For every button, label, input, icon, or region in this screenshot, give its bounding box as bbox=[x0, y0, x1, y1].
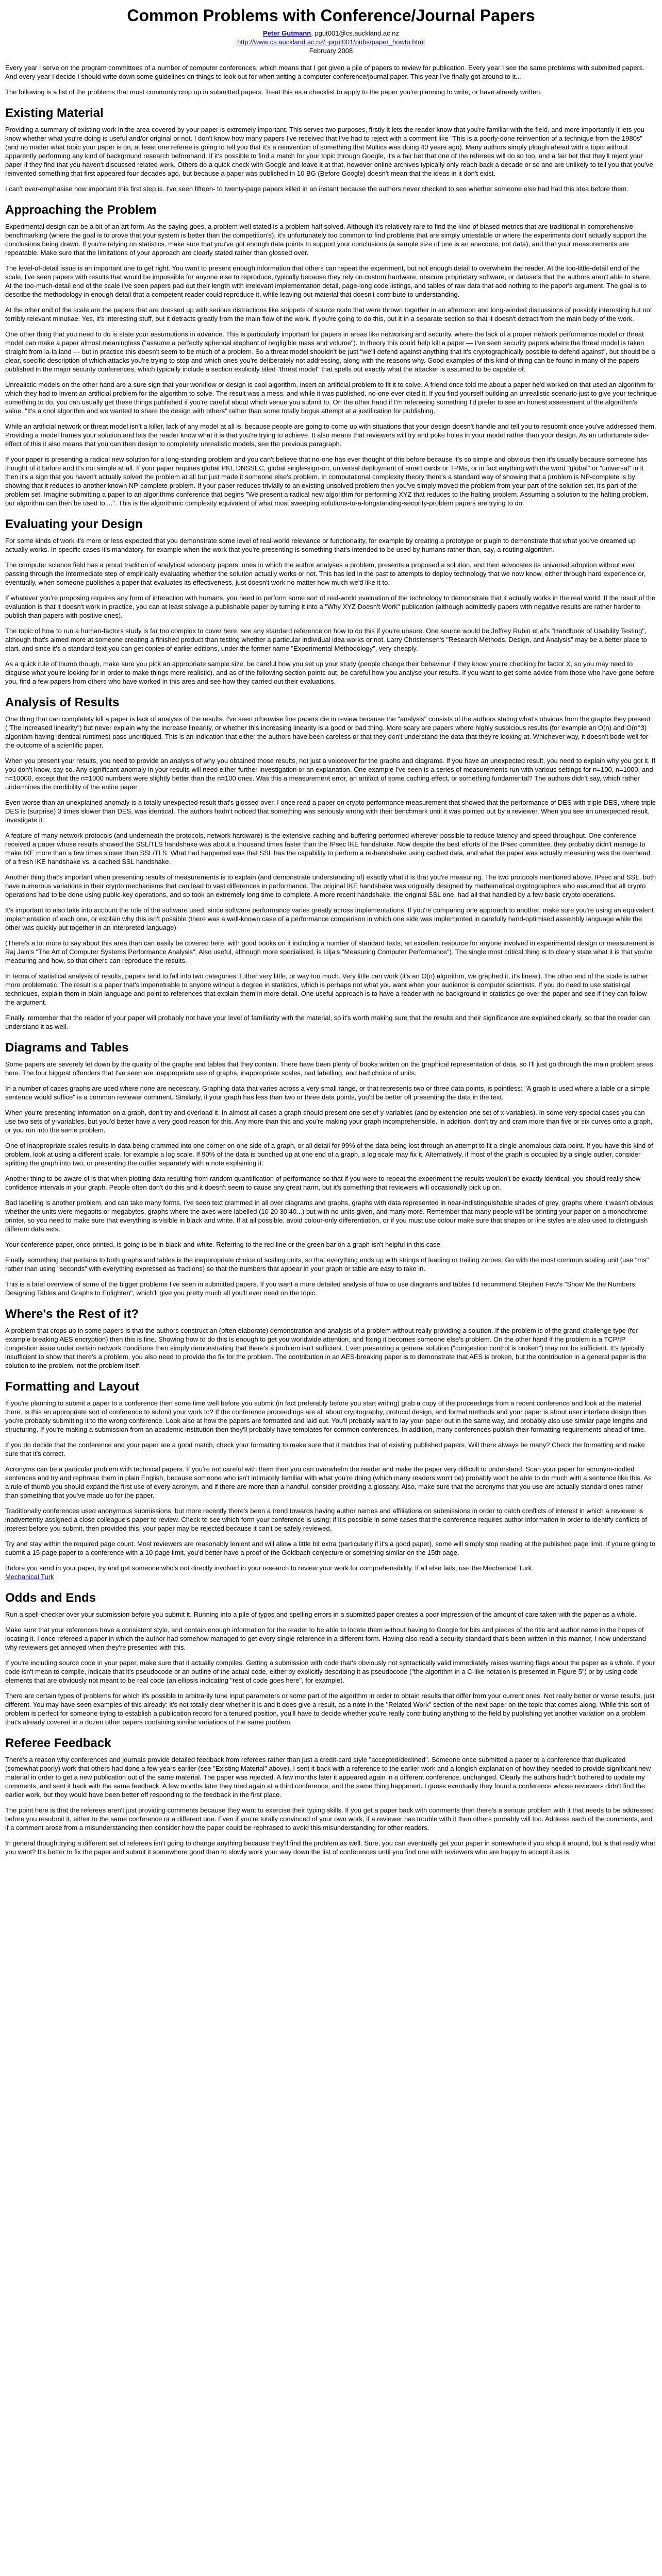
section-paragraph: Providing a summary of existing work in the area covered by your paper is extremely important. This serves two purposes, firstly it lets the reader know that you're familiar with the field, and more importantly it lets you know whether what you're doing is useful and/or original or not. I don't know how many papers I've received that I've had to reject with a comment like "This is a poorly-done reinvention of a technique from the 1980s" (and no matter what topic your paper is on, at least one referee is going to tell you that it's a reinvention of something that Multics was doing 40 years ago). Many authors simply plough ahead with a topic without apparently performing any kind of background research beforehand. If it's possible to find a match for your topic through Google, it's a fair bet that one of the referees will do so too, and a fair bet that they'll reject your paper if they find that you haven't discussed related work. Others do a quick check with Google and leave it at that, however online archives typically only reach back a decade or so and are unlikely to tell you that you've reinvented something that first appeared four decades ago, but because a paper was published in 10 BG (Before Google) doesn't mean that the ideas in it don't exist. bbox=[5, 126, 653, 177]
author-email: pgut001@cs.auckland.ac.nz bbox=[315, 29, 399, 37]
date-line: February 2008 bbox=[309, 47, 353, 55]
intro-paragraph: Every year I serve on the program committees of a number of computer conferences, which means that I get given a pile of papers to review for publication. Every year I see the same problems with submitted papers. And every year I decide I should write down some guidelines on things to look out for when writing a computer conference/journal paper. This year I've finally got around to it... bbox=[5, 64, 644, 80]
section-heading: Where's the Rest of it? bbox=[5, 1307, 139, 1321]
section-paragraph: Make sure that your references have a consistent style, and contain enough information for the reader to be able to locate them without having to Google for bits and pieces of the title and author name in the hopes of locating it. I once refereed a paper in which the author had somehow managed to get every single reference in a different form. Having also read a security standard that's been written in this manner, I now understand why reviewers get annoyed when they're presented with this. bbox=[5, 1626, 647, 1651]
section-paragraph: The level-of-detail issue is an important one to get right. You want to present enough information that others can repeat the experiment, but not enough detail to overwhelm the reader. At the too-little-detail end of the scale, I've seen papers with results that would be impossible for anyone else to reproduce, typically because they rely on custom hardware, obscure proprietary software, or datasets that the authors aren't able to share. At the too-much-detail end of the scale I've seen papers pad out their length with irrelevant implementation detail, page-long code listings, and tables of raw data that add nothing to the paper's argument. The goal is to describe the methodology in enough detail that a competent reader could reproduce it, while leaving out material that doesn't contribute to understanding. bbox=[5, 264, 651, 298]
section-evaluating-your-design bbox=[5, 517, 657, 686]
formatting-closing-text: Before you send in your paper, try and get someone who's not directly involved in your research to review your work for comprehensibility. If all else fails, use the Mechanical Turk. bbox=[5, 1564, 534, 1572]
section-analysis-of-results bbox=[5, 695, 657, 1031]
section-odds-and-ends bbox=[5, 1590, 657, 1726]
section-heading: Referee Feedback bbox=[5, 1736, 111, 1750]
section-paragraph: The topic of how to run a human-factors study is far too complex to cover here, see any standard reference on how to do this if you're unsure. One source would be Jeffrey Rubin et al's "Handbook of Usability Testing", although that's aimed more at someone creating a finished product than testing whether a particular individual idea works or not. Larry Christensen's "Research Methods, Design, and Analysis" may be a better place to start, and since it's a standard text you can get copies of earlier editions, under the former name "Experimental Methodology", very cheaply. bbox=[5, 627, 647, 652]
section-heading: Diagrams and Tables bbox=[5, 1041, 129, 1055]
section-paragraph: In general though trying a different set of referees isn't going to change anything because they'll find the problem as well. Sure, you can eventually get your paper in somewhere if you shop it around, but is that really what you want? It's better to fix the paper and submit it somewhere good than to slowly work your way down the list of conferences until you find one with reviewers who are happy to accept it as is. bbox=[5, 1839, 655, 1856]
section-paragraph: As a quick rule of thumb though, make sure you pick an appropriate sample size, be careful how you set up your study (people change their behaviour if they know you're checking for factor X, so you may need to disguise what you're looking for in order to make things more realistic), and as of the following section points out, be careful how you analyse your results. If you want to get some advice from those who have gone before you, find a few papers from others who have worked in this area and see how they carried out their evaluations. bbox=[5, 660, 655, 685]
section-paragraph: Finally, something that pertains to both graphs and tables is the inappropriate choice of scaling units, so that everything ends up with strings of leading or trailing zeroes. Go with the most common scaling unit (use "ms" rather than using "seconds" with everything expressed as fractions) so that the numbers that appear in your graph or table are easy to take in. bbox=[5, 1256, 649, 1273]
section-paragraph: When you're presenting information on a graph, don't try and overload it. In almost all cases a graph should present one set of y-variables (and by extension one set of x-variables). In some very special cases you can use two sets of y-variables, but you'd better have a very good reason for this. Any more than this and you're making your graph incomprehensible. In addition, don't try and cram more than five or six curves onto a graph, or you run into the same problem. bbox=[5, 1109, 653, 1134]
section-paragraph: If you're including source code in your paper, make sure that it actually compiles. Getting a submission with code that's obviously not syntactically valid immediately raises warning flags about the paper as a whole. If your code isn't mean to compile, indicate that it's pseudocode or an outline of the actual code, either by explicitly describing it as pseudocode ("the algorithm in a C-like notation is presented in Figure 5") or by using code elements that are obviously not meant to be real code (an ellipsis indicating "rest of code goes here", for example). bbox=[5, 1659, 655, 1684]
section-paragraph: A problem that crops up in some papers is that the authors construct an (often elaborate) demonstration and analysis of a problem without really providing a solution. If the problem is of the grand-challenge type (for example breaking AES encryption) then this is fine. Showing how to do this is enough to get you worldwide attention, and fixing it becomes someone else's problem. On the other hand if the problem is a TCP/IP congestion issue under certain network conditions then simply demonstrating that there's a problem isn't sufficient. Even presenting a general solution ("congestion control is broken") may not be sufficient. It's typically insufficient to show that there's a problem, you also need to provide the fix for the problem. The contribution in an AES-breaking paper is to demonstrate that AES is broken, but the contribution in a general paper is the solution to the problem, not the problem itself. bbox=[5, 1327, 647, 1369]
section-paragraph: Experimental design can be a bit of an art form. As the saying goes, a problem well stated is a problem half solved. Although it's relatively rare to find the kind of biased metrics that are traditional in comprehensive benchmarking (where the goal is to prove that your system is better than the competition's), it's unfortunately too common to find problems that are simply untestable or where the experiments don't actually support the conclusions being drawn. If you're relying on statistics, make sure that you've got enough data points to support your conclusions (a sample size of one is an anecdote, not data), and that your measurements are repeatable. Make sure that the limitations of your approach are clearly stated rather than glossed over. bbox=[5, 223, 647, 257]
section-referee-feedback bbox=[5, 1736, 657, 1856]
section-paragraph: There's a reason why conferences and journals provide detailed feedback from referees rather than just a credit-card style "accepted/declined". Someone once submitted a paper to a conference that duplicated (somewhat poorly) work that others had done a few years earlier (see "Existing Material" above). I sent it back with a reference to the earlier work and a longish explanation of how they needed to provide significant new material in order to get a new publication out of the same material. The paper was rejected. A few months later it appeared again in a different conference, unchanged. Clearly the authors hadn't bothered to update my comments, and sent it back with the same feedback. A few months later they tried again at a third conference, and the same thing happened. I guess eventually they found a conference whose reviewers didn't find the earlier work, but they would have been better off responding to the feedback in the first place. bbox=[5, 1756, 651, 1799]
author-link[interactable]: Peter Gutmann bbox=[263, 29, 311, 37]
section-paragraph: Another thing that's important when presenting results of measurements is to explain (and demonstrate understanding of) exactly what it is that you're measuring. The two protocols mentioned above, IPsec and SSL, both have numerous variations in their crypto mechanisms that can lead to vast differences in performance. The original IKE handshake was originally designed by mathematical cryptographers who assumed that all crypto operations had to be done using public-key operations, and so took an extremely long time to complete. A more recent handshake, the original SSL one, had all that handled by a few basic crypto operations. bbox=[5, 873, 656, 899]
section-heading: Analysis of Results bbox=[5, 696, 120, 709]
section-paragraph: If whatever you're proposing requires any form of interaction with humans, you need to perform some sort of real-world evaluation of the technology to demonstrate that it actually works in the real world. If the result of the evaluation is that it doesn't work in practice, you can at least salvage a publishable paper by turning it into a "Why XYZ Doesn't Work" publication (although admittedly papers with negative results are rather harder to publish than papers with positive ones). bbox=[5, 594, 656, 619]
section-paragraph: One thing that can completely kill a paper is lack of analysis of the results. I've seen otherwise fine papers die in review because the "analysis" consists of the authors stating what's obvious from the graphs they present ("The increased linearity") but never explain why the increase linearity, or whether this increasing linearity is a good or bad thing. More scary are papers where highly suspicious results (for example an O(n) and O(n^3) algorithm having identical runtimes) pass uncritiqued. This is an indication that either the authors have been careless or that they don't understand the data that they're looking at. Whichever way, it doesn't bode well for the outcome of a scientific paper. bbox=[5, 715, 651, 749]
section-approaching-the-problem bbox=[5, 202, 657, 507]
section-heading: Evaluating your Design bbox=[5, 517, 143, 531]
mechanical-turk-line bbox=[5, 1572, 657, 1581]
section-paragraph: If you do decide that the conference and your paper are a good match, check your formatting to make sure that it matches that of existing published papers. Will there always be many? Check the formatting and make sure that it's correct. bbox=[5, 1441, 645, 1458]
section-paragraph: There are certain types of problems for which it's possible to arbitrarily tune input parameters or some part of the algorithm in order to obtain results that differ from your current ones. Not really better or worse results, just different. You may have seen examples of this already: it's not totally clear whether it is and it does give a result, as a note in the "Related Work" section of the next paper on the topic that comes along. While this sort of problem is perfect for someone trying to establish a publication record for a tenured position, you'll have to decide whether you're really contributing anything to the field by publishing yet another variation on a problem that's already covered in a dozen other papers containing similar variations of the same problem. bbox=[5, 1692, 655, 1726]
section-paragraph: In a number of cases graphs are used where none are necessary. Graphing data that varies across a very small range, or that represents two or three data points, is pointless: "A graph is used where a table or a simple sentence would suffice" is a common reviewer comment. Similarly, if your graph has less than two or three data points, you'd be better off presenting the data in the text. bbox=[5, 1084, 650, 1101]
section-heading: Approaching the Problem bbox=[5, 203, 157, 217]
paper-url-link[interactable]: http://www.cs.auckland.ac.nz/~pgut001/pubs/paper_howto.html bbox=[237, 38, 425, 46]
author-block bbox=[5, 29, 657, 55]
mechanical-turk-link[interactable]: Mechanical Turk bbox=[5, 1573, 54, 1581]
section-paragraph: Another thing to be aware of is that when plotting data resulting from random quantification of performance so that if you were to repeat the experiment the results wouldn't be exactly identical, you should really show confidence intervals in your graph. People often don't do this and it doesn't seem to cause any great harm, but it's something that reviewers will occasionally pick up on. bbox=[5, 1175, 641, 1191]
section-paragraph: For some kinds of work it's more or less expected that you demonstrate some level of real-world relevance or functionality, for example by creating a prototype or plugin to demonstrate that what you've dreamed up actually works. In specific cases it's mandatory, for example when the work that you're presenting is something that's intended to be used by humans rather than, say, a routing algorithm. bbox=[5, 537, 636, 553]
section-diagrams-and-tables bbox=[5, 1040, 657, 1297]
section-paragraph: Your conference paper, once printed, is going to be in black-and-white. Referring to the red line or the green bar on a graph isn't helpful in this case. bbox=[5, 1241, 442, 1248]
section-paragraph: If your paper is presenting a radical new solution for a long-standing problem and you can't believe that no-one has ever thought of this before because it's so simple and obvious then it's usually because someone has thought of it before and it's not simple at all. If your paper requires global PKI, DNSSEC, global single-sign-on, universal deployment of smart cards or TPMs, or in fact anything with the word "global" or "universal" in it then it's a sign that you haven't actually solved the problem at all but just made it someone else's problem. In computational complexity theory there's a standard way of showing that a problem is NP-complete is by showing that it reduces to another known NP-complete problem. If your paper reduces trivially to an existing unsolved problem then you've simply moved the problem from your part of the solution set, it's part of the problem set. Imagine submitting a paper to an algorithms conference that begins "We present a radical new algorithm for performing XYZ that reduces to the halting problem. Assuming a solution to the halting problem, our algorithm can then be used to ...". This is the algorithmic complexity equivalent of what most sweeping solutions-to-a-longstanding-security-problem papers are trying to do. bbox=[5, 455, 649, 507]
section-paragraph bbox=[5, 1564, 657, 1572]
section-paragraph: If you're planning to submit a paper to a conference then some time well before you submit (in fact preferably before you start writing) grab a copy of the proceedings from a recent conference and look at the material there. Is this an appropriate sort of conference to submit your work to? If the conference proceedings are all about cryptography, protocol design, and formal methods and your paper is about user interface design then you're probably submitting it to the wrong conference. Look also at how the papers are formatted and laid out. You'll probably want to lay your paper out in the same way, and probably also use similar page lengths and structuring. If you're making a submission from an academic institution then they'll probably have templates for common conferences. In addition, many conferences publish their formatting requirements ahead of time. bbox=[5, 1399, 648, 1433]
section-paragraph: One other thing that you need to do is state your assumptions in advance. This is particularly important for papers in areas like networking and security, where the lack of a proper network performance model or threat model can make a paper almost meaningless ("assume a perfectly spherical elephant of negligible mass and volume"). In theory this could help kill a paper — I've seen security papers where the threat model is taken straight from la-la land — but in practice this doesn't seem to be much of a problem. So a threat model shouldn't be just "we'll defend against anything that it's cryptographically possible to defend against", but should be a clear, specific description of which attacks you're trying to stop and which ones you're deliberately not addressing, along with the reasons why. Good examples of this kind of thing can be found in many of the papers published in the major security conferences, which typically include a section explicitly titled "threat model" that spells out exactly what the attacker is assumed to be capable of. bbox=[5, 330, 655, 373]
section-paragraph: Run a spell-checker over your submission before you submit it. Running into a pile of typos and spelling errors in a submitted paper creates a poor impression of the amount of care taken with the paper as a whole. bbox=[5, 1611, 637, 1618]
section-formatting-and-layout bbox=[5, 1379, 657, 1581]
section-paragraph: At the other end of the scale are the papers that are dressed up with serious distractions like snippets of source code that were thrown together in an afternoon and long-winded discussions of possibly interesting but not terribly relevant minutiae. Yes, it's interesting stuff, but it detracts greatly from the main flow of the work. If you're going to do this, put it in a separate section so that it doesn't detract from the main body of the work. bbox=[5, 306, 652, 323]
section-paragraph: Even worse than an unexplained anomaly is a totally unexpected result that's glossed over. I once read a paper on crypto performance measurement that showed that the performance of DES with triple DES, where triple DES is (surprise) 3 times slower than DES, was identical. The authors hadn't noticed that something was seriously wrong with their benchmark until it was pointed out by a reviewer. When you see an unexpected result, investigate it. bbox=[5, 799, 656, 824]
section-paragraph: A feature of many network protocols (and underneath the protocols, network hardware) is the extensive caching and buffering performed wherever possible to reduce latency and speed throughput. One conference received a paper whose results showed the SSL/TLS handshake was about a thousand times faster than the IPsec IKE handshake. Now despite the best efforts of the IPsec committee, they probably didn't manage to make IKE more than a few times slower than SSL/TLS. What had happened was that SSL has the capability to perform a re-handshake using cached data, and what the paper was actually measuring was the overhead of a fresh IKE handshake vs. a cached SSL handshake. bbox=[5, 832, 651, 866]
section-wheres-the-rest bbox=[5, 1307, 657, 1370]
section-existing-material bbox=[5, 106, 657, 193]
section-paragraph: One of inappropriate scales results in data being crammed into one corner on one side of a graph, or all detail for 99% of the data being lost through an attempt to fit a single anomalous data point. If you have this kind of problem, look at using a different scale, for example a log scale. If 90% of the data is bunched up at one end of a graph, a log scale may fix it. Alternatively, if most of the graph is occupied by a single outlier, consider splitting the graph into two, or presenting the outlier separately with a note explaining it. bbox=[5, 1142, 653, 1167]
section-paragraph: Acronyms can be a particular problem with technical papers. If you're not careful with them then you can overwhelm the reader and make the paper very difficult to understand. Scan your paper for acronym-riddled sentences and try and rephrase them in plain English, because someone who isn't intimately familiar with what you're doing (which many readers won't be) probably won't be able to do much with a sentence like this. As a rule of thumb you should expand the first use of every acronym, and if there are more than a handful, consider providing a glossary. Also, make sure that the acronyms that you use are actually standard ones rather than something that you've made up for the paper. bbox=[5, 1465, 652, 1499]
section-paragraph: Some papers are severely let down by the quality of the graphs and tables that they contain. There have been plenty of books written on the graphical representation of data, so I'll just go through the main problem areas here. The four biggest offenders that I've seen are inappropriate use of graphs, inappropriate scales, bad labelling, and bad choice of units. bbox=[5, 1060, 653, 1077]
section-paragraph: Finally, remember that the reader of your paper will probably not have your level of familiarity with the material, so it's worth making sure that the results and their significance are explained clearly, so that the reader can understand it as well. bbox=[5, 1014, 650, 1030]
intro-paragraph: The following is a list of the problems that most commonly crop up in submitted papers. Treat this as a checklist to apply to the paper you're planning to write, or have already written. bbox=[5, 88, 542, 96]
page-title: Common Problems with Conference/Journal Papers bbox=[127, 6, 535, 25]
url-line bbox=[5, 38, 657, 46]
section-paragraph: This is a brief overview of some of the bigger problems I've seen in submitted papers. If you want a more detailed analysis of how to use diagrams and tables I'd recommend Stephen Few's "Show Me the Numbers: Designing Tables and Graphs to Enlighten", which'll give you pretty much all you'll ever need on the topic. bbox=[5, 1280, 637, 1297]
section-paragraph: When you present your results, you need to provide an analysis of why you obtained those results, not just a voiceover for the graphs and diagrams. If you have an unexpected result, you need to explain why you got it. If you don't know, say so. Any significant anomaly in your results will need either further investigation or an explanation. One example I've seen is a series of measurements run with various settings for n=100, n=1000, and n=10000, except that the n=1000 numbers were slightly better than the n=100 ones. Was this a measurement error, an artifact of some caching effect, or something fundamental? The authors didn't say, which rather undermines the credibility of the entire paper. bbox=[5, 757, 656, 791]
section-paragraph: Bad labelling is another problem, and can take many forms. I've seen text crammed in all over diagrams and graphs, graphs with data represented in near-indistinguishable shades of grey, graphs where it wasn't obvious whether the units were megabits or megabytes, graphs where the axes were labelled (10 20 30 40...) but with no units given, and many more. Remember that many people will be printing your paper on a monochrome printer, so you need to make sure that everything is visible in black and white. If at all possible, avoid colour-only differentiation, or if you must use colour make sure that shapes or line styles are also used to distinguish different data sets. bbox=[5, 1199, 654, 1233]
section-paragraph: (There's a lot more to say about this area than can easily be covered here, with good books on it including a number of standard texts; an excellent resource for anyone involved in experimental design or measurement is Raj Jain's "The Art of Computer Systems Performance Analysis". Also useful, although more specialised, is Lilja's "Measuring Computer Performance"). The single most critical thing is to clearly state what it is that you're measuring and how, so that others can reproduce the results. bbox=[5, 939, 655, 964]
intro-section bbox=[5, 63, 657, 96]
section-paragraph: The computer science field has a proud tradition of analytical advocacy papers, ones in which the author analyses a problem, presents a proposed a solution, and then advocates its universal adoption without ever passing through the intermediate step of empirically evaluating whether the solution actually works or not. This has led in the past to attempts to deploy technology that we now know, either through hard experience or, eventually, when someone publishes a paper that evaluates its effectiveness, just doesn't work no matter how much we'd like it to. bbox=[5, 561, 646, 586]
section-heading: Formatting and Layout bbox=[5, 1380, 139, 1394]
section-paragraph: It's important to also take into account the role of the software used, since software performance varies greatly across implementations. If you're comparing one approach to another, make sure you're using an equivalent implementation of each one, or explain why this isn't possible (there was a well-known case of a performance comparison in which one side was implemented in carefully hand-optimised assembly language while the other was quickly put together in an interpreted language). bbox=[5, 906, 654, 931]
author-line: Peter Gutmann, pgut001@cs.auckland.ac.nz bbox=[263, 29, 399, 37]
section-paragraph: In terms of statistical analysis of results, papers tend to fall into two categories: Either very little, or way too much. Very little can work (it's an O(n) algorithm, we graphed it, it's linear). The other end of the scale is rather more problematic. The result is a paper that's impenetrable to anyone without a degree in statistics, which is perhaps not what you want when your audience is computer scientists. If you do need to use statistical techniques, explain them in plain language and point to references that explain them in more detail. One useful approach is to have a reader with no background in statistics go over the paper and see if they can follow the argument. bbox=[5, 972, 648, 1006]
section-paragraph: Try and stay within the required page count. Most reviewers are reasonably lenient and will allow a little bit extra (particularly if it's a good paper), some will simply stop reading at the published page limit. If you're going to submit a 15-page paper to a conference with a 10-page limit, you'd better have a proof of the Goldbach conjecture or something similar on the 15th page. bbox=[5, 1540, 656, 1556]
section-heading: Odds and Ends bbox=[5, 1591, 96, 1605]
section-paragraph: Traditionally conferences used anonymous submissions, but more recently there's been a trend towards having author names and affiliations on submissions in order to catch conflicts of interest in which a reviewer is inadvertently assigned a close colleague's paper to review. Check to see which form your conference is using; if it's possible in some cases that the conference requires author information in order to identify conflicts of interest before you submit, then provided this, your paper may be rejected because it can't be safely reviewed. bbox=[5, 1507, 647, 1532]
section-heading: Existing Material bbox=[5, 106, 104, 120]
section-paragraph: Unrealistic models on the other hand are a sure sign that your workflow or design is cool algorithm, insert an artificial problem to fit it to solve. A friend once told me about a paper he'd worked on that used an algorithm for which they had to invent an artificial problem for the algorithm to solve. The result was a mess, and while it was published, no-one ever cited it. If you find yourself building an unrealistic scenario just to give your technique something to do, you can usually get these things published if you're careful about which venue you submit to. On the other hand if I'm refereeing something I'd prefer to see an honest assessment of the algorithm's value. "It's a cool algorithm and we wanted to share the design with others" rather than some totally bogus attempt at a justification for publishing. bbox=[5, 381, 657, 415]
section-paragraph: While an artificial network or threat model isn't a killer, lack of any model at all is, because people are going to come up with situations that your design doesn't handle and tell you to resubmit once you've addressed them. Providing a model frames your solution and lets the reader know what it is that you're trying to achieve. It also means that reviewers will try and poke holes in your model rather than your design. As an unfortunate side-effect of this it also means that you can then design to completely unrealistic models, see the previous paragraph. bbox=[5, 422, 656, 448]
section-paragraph: I can't over-emphasise how important this first step is. I've seen fifteen- to twenty-page papers killed in an instant because the authors never checked to see whether someone else had had this idea before them. bbox=[5, 185, 628, 193]
section-paragraph: The point here is that the referees aren't just providing comments because they want to exercise their typing skills. If you get a paper back with comments then there's a serious problem with it that needs to be addressed before you resubmit it, either to the same conference or a different one. Even if you're totally convinced of your own work, if a reviewer has trouble with it then others probably will too. Address each of the comments, and if a comment arose from a misunderstanding then consider how the paper could be rephrased to avoid this misunderstanding for other readers. bbox=[5, 1806, 654, 1832]
